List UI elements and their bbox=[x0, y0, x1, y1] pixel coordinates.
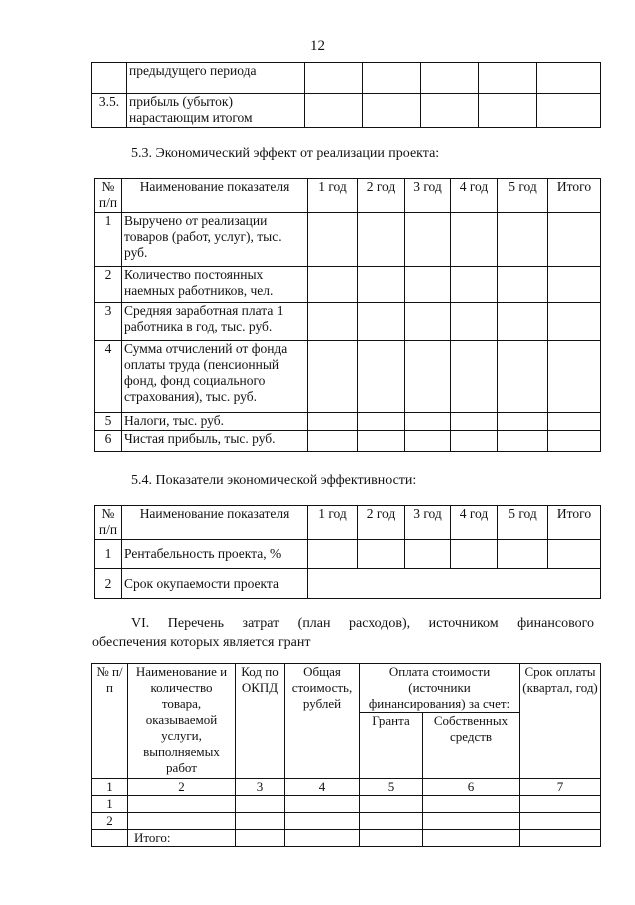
row-number: 3.5. bbox=[92, 94, 127, 128]
row-label: прибыль (убыток) нарастающим итогом bbox=[127, 94, 305, 128]
table-header-row bbox=[95, 506, 601, 540]
header-year-5: 5 год bbox=[498, 179, 548, 213]
section-53-title: 5.3. Экономический эффект от реализации проекта: bbox=[131, 146, 440, 161]
table-efficiency bbox=[94, 505, 601, 599]
row-label: Срок окупаемости проекта bbox=[122, 569, 308, 599]
header-num: № п/п bbox=[95, 506, 122, 540]
header-year-4: 4 год bbox=[451, 179, 498, 213]
table-expenses bbox=[91, 663, 601, 847]
header-payment: Оплата стоимости (источники финансирования) за счет: bbox=[360, 664, 520, 713]
header-code: Код по ОКПД bbox=[236, 664, 285, 779]
row-label: Итого: bbox=[128, 830, 236, 847]
row-number: 4 bbox=[95, 341, 122, 413]
row-label: предыдущего периода bbox=[127, 63, 305, 94]
table-row bbox=[92, 813, 601, 830]
row-number: 1 bbox=[95, 213, 122, 267]
table-col-numbers-row bbox=[92, 779, 601, 796]
col-number: 3 bbox=[236, 779, 285, 796]
table-economic-effect bbox=[94, 178, 601, 452]
row-label: Рентабельность проекта, % bbox=[122, 540, 308, 569]
row-number: 1 bbox=[95, 540, 122, 569]
header-year-5: 5 год bbox=[498, 506, 548, 540]
table-prev-period bbox=[91, 62, 601, 128]
header-year-3: 3 год bbox=[405, 506, 451, 540]
header-num: № п/п bbox=[92, 664, 128, 779]
row-number: 6 bbox=[95, 431, 122, 452]
header-total-cost: Общая стоимость, рублей bbox=[285, 664, 360, 779]
header-name: Наименование показателя bbox=[122, 506, 308, 540]
header-year-2: 2 год bbox=[358, 506, 405, 540]
table-row bbox=[95, 540, 601, 569]
table-header-row bbox=[92, 664, 601, 713]
header-total: Итого bbox=[548, 179, 601, 213]
header-year-4: 4 год bbox=[451, 506, 498, 540]
table-row bbox=[95, 213, 601, 267]
table-row bbox=[95, 341, 601, 413]
header-total: Итого bbox=[548, 506, 601, 540]
header-year-1: 1 год bbox=[308, 179, 358, 213]
header-year-1: 1 год bbox=[308, 506, 358, 540]
header-year-2: 2 год bbox=[358, 179, 405, 213]
row-number: 2 bbox=[95, 569, 122, 599]
row-label bbox=[128, 813, 236, 830]
row-number: 2 bbox=[92, 813, 128, 830]
row-label: Выручено от реализации товаров (работ, услуг), тыс. руб. bbox=[122, 213, 308, 267]
col-number: 1 bbox=[92, 779, 128, 796]
header-term: Срок оплаты (квартал, год) bbox=[520, 664, 601, 779]
row-number: 2 bbox=[95, 267, 122, 303]
header-own: Собственных средств bbox=[423, 713, 520, 779]
table-row bbox=[92, 94, 601, 128]
col-number: 7 bbox=[520, 779, 601, 796]
section-6-title-line-2: обеспечения которых является грант bbox=[92, 635, 311, 650]
section-54-title: 5.4. Показатели экономической эффективности: bbox=[131, 473, 417, 488]
row-number bbox=[92, 63, 127, 94]
row-label: Средняя заработная плата 1 работника в год, тыс. руб. bbox=[122, 303, 308, 341]
header-name: Наименование и количество товара, оказываемой услуги, выполняемых работ bbox=[128, 664, 236, 779]
page-number: 12 bbox=[310, 38, 325, 54]
header-year-3: 3 год bbox=[405, 179, 451, 213]
table-row bbox=[95, 569, 601, 599]
row-number: 5 bbox=[95, 413, 122, 431]
table-row bbox=[92, 796, 601, 813]
table-row bbox=[95, 431, 601, 452]
row-number: 3 bbox=[95, 303, 122, 341]
table-row bbox=[95, 413, 601, 431]
col-number: 4 bbox=[285, 779, 360, 796]
header-name: Наименование показателя bbox=[122, 179, 308, 213]
table-row-total bbox=[92, 830, 601, 847]
row-label: Количество постоянных наемных работников, чел. bbox=[122, 267, 308, 303]
row-label: Налоги, тыс. руб. bbox=[122, 413, 308, 431]
table-row bbox=[92, 63, 601, 94]
table-row bbox=[95, 303, 601, 341]
row-number bbox=[92, 830, 128, 847]
row-label: Чистая прибыль, тыс. руб. bbox=[122, 431, 308, 452]
row-label bbox=[128, 796, 236, 813]
section-6-title-line-1: VI. Перечень затрат (план расходов), источником финансового bbox=[131, 616, 594, 631]
col-number: 6 bbox=[423, 779, 520, 796]
table-header-row bbox=[95, 179, 601, 213]
col-number: 2 bbox=[128, 779, 236, 796]
row-label: Сумма отчислений от фонда оплаты труда (пенсионный фонд, фонд социального страхования), тыс. руб. bbox=[122, 341, 308, 413]
table-row bbox=[95, 267, 601, 303]
row-number: 1 bbox=[92, 796, 128, 813]
header-num: № п/п bbox=[95, 179, 122, 213]
col-number: 5 bbox=[360, 779, 423, 796]
header-grant: Гранта bbox=[360, 713, 423, 779]
